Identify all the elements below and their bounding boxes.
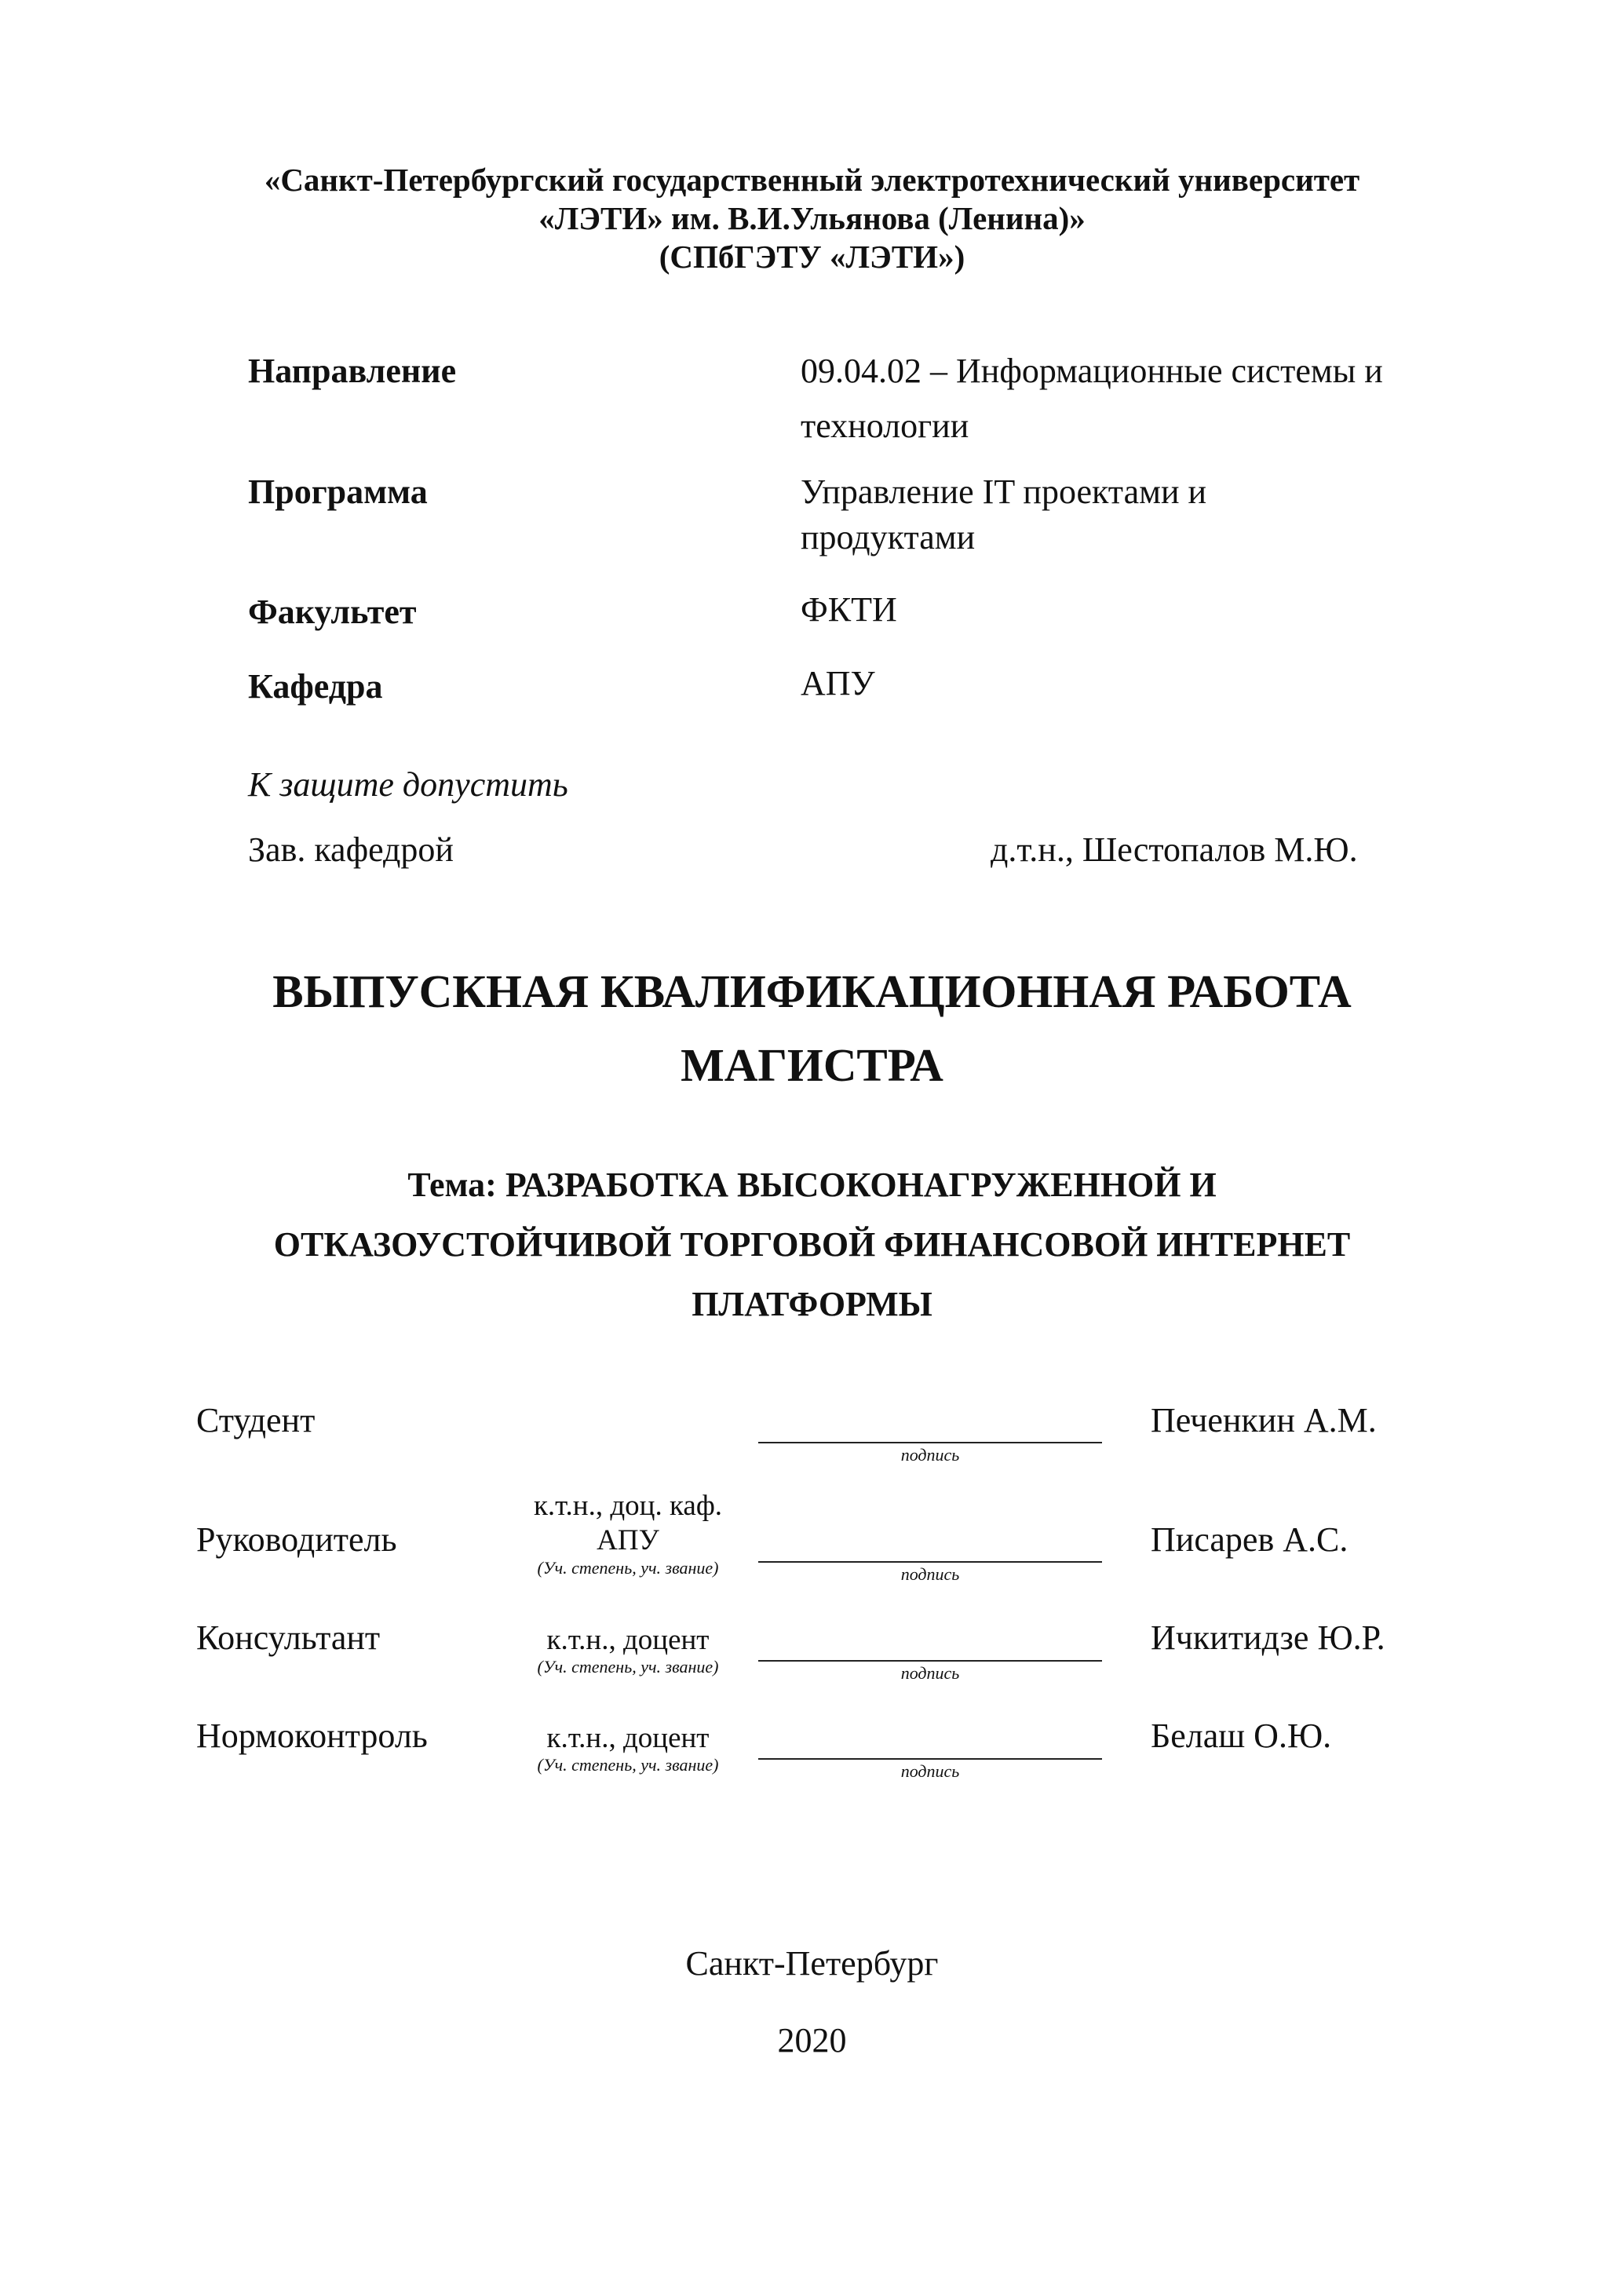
student-name: Печенкин А.М.	[1151, 1401, 1377, 1439]
supervisor-role: Руководитель	[196, 1520, 397, 1559]
direction-label: Направление	[248, 352, 457, 390]
consultant-degree: к.т.н., доцент	[546, 1624, 710, 1656]
thesis-topic-line2: ОТКАЗОУСТОЙЧИВОЙ ТОРГОВОЙ ФИНАНСОВОЙ ИНТЕРНЕТ	[273, 1225, 1351, 1264]
thesis-topic-line1: Тема: РАЗРАБОТКА ВЫСОКОНАГРУЖЕННОЙ И	[407, 1166, 1217, 1204]
thesis-title	[0, 954, 1624, 1102]
student-role: Студент	[196, 1401, 316, 1439]
faculty-value: ФКТИ	[801, 590, 897, 629]
head-of-department-name: д.т.н., Шестопалов М.Ю.	[991, 830, 1358, 869]
city: Санкт-Петербург	[685, 1944, 939, 1983]
direction-value-line2: технологии	[801, 407, 969, 445]
head-of-department-label: Зав. кафедрой	[248, 830, 454, 869]
student-signature-caption: подпись	[900, 1445, 960, 1465]
university-abbreviation: (СПбГЭТУ «ЛЭТИ»)	[659, 239, 965, 275]
consultant-signature-line	[758, 1660, 1102, 1662]
program-value-line2: продуктами	[801, 518, 976, 556]
thesis-topic-line3: ПЛАТФОРМЫ	[692, 1285, 932, 1323]
consultant-degree-caption: (Уч. степень, уч. звание)	[537, 1657, 719, 1677]
normcontrol-name: Белаш О.Ю.	[1151, 1717, 1332, 1755]
department-value: АПУ	[801, 664, 875, 702]
normcontrol-degree-caption: (Уч. степень, уч. звание)	[537, 1755, 719, 1775]
university-name-line2: «ЛЭТИ» им. В.И.Ульянова (Ленина)»	[538, 200, 1086, 236]
supervisor-degree-line2: АПУ	[597, 1524, 659, 1556]
program-value-line1: Управление IT проектами и	[801, 472, 1207, 511]
thesis-title-line2: МАГИСТРА	[681, 1039, 943, 1091]
student-signature-line	[758, 1442, 1102, 1443]
admit-to-defense: К защите допустить	[248, 765, 568, 804]
normcontrol-role: Нормоконтроль	[196, 1717, 428, 1755]
normcontrol-signature-caption: подпись	[900, 1761, 960, 1781]
university-name-line1: «Санкт-Петербургский государственный электротехнический университет	[264, 162, 1360, 198]
normcontrol-degree: к.т.н., доцент	[546, 1722, 710, 1754]
supervisor-name: Писарев А.С.	[1151, 1520, 1348, 1559]
supervisor-signature-caption: подпись	[900, 1564, 960, 1584]
faculty-label: Факультет	[248, 593, 417, 631]
consultant-role: Консультант	[196, 1618, 381, 1657]
thesis-title-line1: ВЫПУСКНАЯ КВАЛИФИКАЦИОННАЯ РАБОТА	[272, 965, 1352, 1017]
program-value	[801, 469, 1507, 560]
direction-value	[801, 344, 1507, 454]
normcontrol-signature-line	[758, 1758, 1102, 1760]
direction-value-line1: 09.04.02 – Информационные системы и	[801, 352, 1383, 390]
department-label: Кафедра	[248, 667, 383, 706]
supervisor-degree	[487, 1489, 769, 1558]
year: 2020	[777, 2021, 847, 2060]
program-label: Программа	[248, 472, 428, 511]
consultant-name: Ичкитидзе Ю.Р.	[1151, 1618, 1385, 1657]
thesis-topic	[0, 1155, 1624, 1334]
university-header	[0, 161, 1624, 276]
supervisor-degree-caption: (Уч. степень, уч. звание)	[537, 1558, 719, 1578]
consultant-signature-caption: подпись	[900, 1663, 960, 1683]
supervisor-signature-line	[758, 1561, 1102, 1563]
supervisor-degree-line1: к.т.н., доц. каф.	[533, 1490, 723, 1522]
